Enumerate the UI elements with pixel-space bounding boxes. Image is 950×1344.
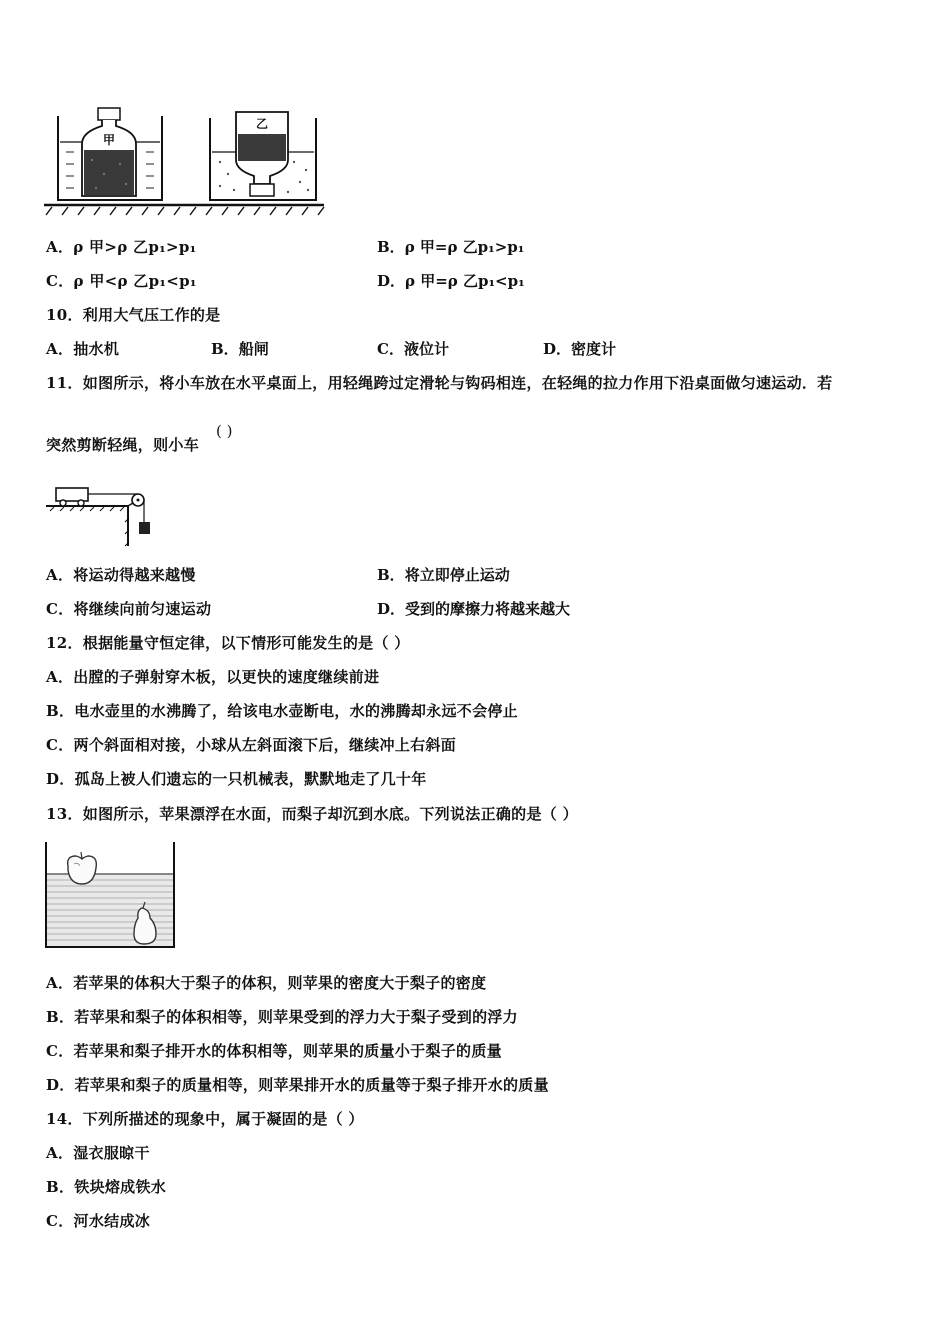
q9-option-b: B．ρ 甲=ρ 乙p₁>p₁: [377, 238, 525, 256]
q13-figure: [44, 840, 178, 950]
q12-option-d: D．孤岛上被人们遗忘的一只机械表，默默地走了几十年: [46, 770, 427, 788]
q12-option-c: C．两个斜面相对接，小球从左斜面滚下后，继续冲上右斜面: [46, 736, 457, 754]
q11-stem-line2: 突然剪断轻绳，则小车: [46, 436, 200, 454]
q14-option-a: A．湿衣服晾干: [46, 1144, 150, 1162]
q10-option-a: A．抽水机: [46, 340, 120, 358]
q11-stem-line1: 11．如图所示，将小车放在水平桌面上，用轻绳跨过定滑轮与钩码相连，在轻绳的拉力作用下沿桌面做匀速运动．若: [46, 374, 833, 392]
q11-option-b: B．将立即停止运动: [377, 566, 510, 584]
q12-stem: 12．根据能量守恒定律，以下情形可能发生的是（ ）: [46, 634, 410, 652]
q13-option-d: D．若苹果和梨子的质量相等，则苹果排开水的质量等于梨子排开水的质量: [46, 1076, 549, 1094]
q9-label-yi: 乙: [256, 117, 269, 131]
q13-stem: 13．如图所示，苹果漂浮在水面，而梨子却沉到水底。下列说法正确的是（ ）: [46, 805, 578, 823]
q9-option-c: C．ρ 甲<ρ 乙p₁<p₁: [46, 272, 197, 290]
q11-option-c: C．将继续向前匀速运动: [46, 600, 212, 618]
q9-option-a: A．ρ 甲>ρ 乙p₁>p₁: [46, 238, 197, 256]
q11-figure: [44, 482, 164, 552]
q14-option-b: B．铁块熔成铁水: [46, 1178, 167, 1196]
q14-stem: 14．下列所描述的现象中，属于凝固的是（ ）: [46, 1110, 364, 1128]
q11-option-a: A．将运动得越来越慢: [46, 566, 196, 584]
q12-option-a: A．出膛的子弹射穿木板，以更快的速度继续前进: [46, 668, 380, 686]
q11-option-d: D．受到的摩擦力将越来越大: [377, 600, 571, 618]
q12-option-b: B．电水壶里的水沸腾了，给该电水壶断电，水的沸腾却永远不会停止: [46, 702, 518, 720]
q10-stem: 10．利用大气压工作的是: [46, 306, 221, 324]
q10-option-d: D．密度计: [543, 340, 617, 358]
q10-option-c: C．液位计: [377, 340, 449, 358]
q9-figure: [44, 104, 326, 218]
q13-option-b: B．若苹果和梨子的体积相等，则苹果受到的浮力大于梨子受到的浮力: [46, 1008, 518, 1026]
q13-option-c: C．若苹果和梨子排开水的体积相等，则苹果的质量小于梨子的质量: [46, 1042, 502, 1060]
q14-option-c: C．河水结成冰: [46, 1212, 151, 1230]
q9-label-jia: 甲: [103, 133, 116, 147]
q10-option-b: B．船闸: [211, 340, 269, 358]
q13-option-a: A．若苹果的体积大于梨子的体积，则苹果的密度大于梨子的密度: [46, 974, 487, 992]
q9-option-d: D．ρ 甲=ρ 乙p₁<p₁: [377, 272, 525, 290]
q11-answer-paren: ( ): [216, 422, 233, 440]
